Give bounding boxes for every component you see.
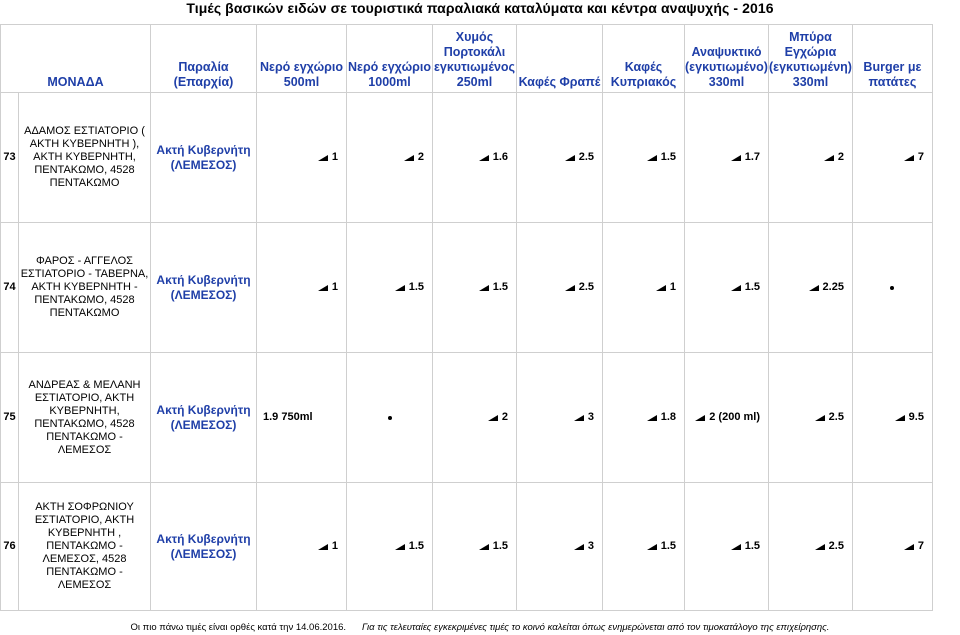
price-value: 3 [587, 411, 594, 423]
price-cell [769, 353, 853, 483]
cell-marker-icon [565, 285, 575, 291]
price-value: 2.5 [828, 411, 844, 423]
cell-marker-icon [318, 155, 328, 161]
cell-marker-icon [904, 544, 914, 550]
price-value: 1 [331, 540, 338, 552]
col-header-beer: Μπύρα Εγχώρια (εγκυτιωμένη) 330ml [769, 25, 853, 93]
price-cell [769, 223, 853, 353]
price-cell [347, 353, 433, 483]
cell-marker-icon [318, 544, 328, 550]
price-cell [347, 483, 433, 611]
cell-marker-icon [479, 544, 489, 550]
price-cell [685, 223, 769, 353]
col-header-water500: Νερό εγχώριο 500ml [257, 25, 347, 93]
price-cell [852, 353, 932, 483]
price-cell [685, 93, 769, 223]
price-table [0, 24, 933, 611]
price-value: 2.5 [578, 151, 594, 163]
price-cell [852, 483, 932, 611]
price-cell [433, 483, 517, 611]
price-value: 1.5 [408, 540, 424, 552]
beach-location: Ακτή Κυβερνήτη (ΛΕΜΕΣΟΣ) [151, 483, 257, 611]
price-value: 1 [331, 281, 338, 293]
beach-location: Ακτή Κυβερνήτη (ΛΕΜΕΣΟΣ) [151, 223, 257, 353]
price-value: 1.5 [492, 540, 508, 552]
cell-marker-icon [574, 544, 584, 550]
price-cell [257, 353, 347, 483]
price-cell [685, 483, 769, 611]
header-row [1, 25, 933, 93]
cell-marker-icon [809, 285, 819, 291]
cell-marker-icon [824, 155, 834, 161]
col-header-burger: Burger με πατάτες [852, 25, 932, 93]
price-cell [517, 353, 603, 483]
cell-marker-icon [731, 544, 741, 550]
establishment-name: ΑΔΑΜΟΣ ΕΣΤΙΑΤΟΡΙΟ ( ΑΚΤΗ ΚΥΒΕΡΝΗΤΗ ), ΑΚΤΗ ΚΥΒΕΡΝΗΤΗ, ΠΕΝΤΑΚΩΜΟ, 4528 ΠΕΝΤΑΚΩΜΟ [19, 93, 151, 223]
col-header-soft: Αναψυκτικό (εγκυτιωμένο) 330ml [685, 25, 769, 93]
cell-marker-icon [647, 544, 657, 550]
price-cell [433, 223, 517, 353]
price-value: 1.5 [492, 281, 508, 293]
cell-marker-icon [731, 285, 741, 291]
establishment-name: ΑΚΤΗ ΣΟΦΡΩΝΙΟΥ ΕΣΤΙΑΤΟΡΙΟ, ΑΚΤΗ ΚΥΒΕΡΝΗΤΗ , ΠΕΝΤΑΚΩΜΟ - ΛΕΜΕΣΟΣ, 4528 ΠΕΝΤΑΚΩΜΟ - ΛΕΜΕΣΟΣ [19, 483, 151, 611]
price-cell [257, 93, 347, 223]
price-value: 1.5 [744, 540, 760, 552]
beach-location: Ακτή Κυβερνήτη (ΛΕΜΕΣΟΣ) [151, 93, 257, 223]
row-number: 75 [1, 353, 19, 483]
price-value: 7 [917, 151, 924, 163]
price-cell [257, 223, 347, 353]
price-cell [517, 223, 603, 353]
cell-marker-icon [656, 285, 666, 291]
price-cell [852, 223, 932, 353]
price-value: 1 [669, 281, 676, 293]
table-row [1, 93, 933, 223]
price-cell [603, 93, 685, 223]
cell-marker-icon [395, 544, 405, 550]
price-cell [603, 353, 685, 483]
price-value: 2 (200 ml) [709, 411, 760, 423]
cell-marker-icon [895, 415, 905, 421]
cell-marker-icon [904, 155, 914, 161]
price-cell [603, 223, 685, 353]
not-available-dot [388, 416, 392, 420]
row-number: 76 [1, 483, 19, 611]
table-row [1, 223, 933, 353]
price-value: 1.8 [660, 411, 676, 423]
col-header-juice: Χυμός Πορτοκάλι εγκυτιωμένος 250ml [433, 25, 517, 93]
cell-marker-icon [731, 155, 741, 161]
cell-marker-icon [479, 155, 489, 161]
price-cell [603, 483, 685, 611]
price-value: 3 [587, 540, 594, 552]
price-value: 7 [917, 540, 924, 552]
price-cell [517, 483, 603, 611]
price-cell [517, 93, 603, 223]
establishment-name: ΑΝΔΡΕΑΣ & ΜΕΛΑΝΗ ΕΣΤΙΑΤΟΡΙΟ, ΑΚΤΗ ΚΥΒΕΡΝΗΤΗ, ΠΕΝΤΑΚΩΜΟ, 4528 ΠΕΝΤΑΚΩΜΟ - ΛΕΜΕΣΟΣ [19, 353, 151, 483]
price-value: 2.25 [822, 281, 844, 293]
establishment-name: ΦΑΡΟΣ - ΑΓΓΕΛΟΣ ΕΣΤΙΑΤΟΡΙΟ - ΤΑΒΕΡΝΑ, ΑΚΤΗ ΚΥΒΕΡΝΗΤΗ - ΠΕΝΤΑΚΩΜΟ, 4528 ΠΕΝΤΑΚΩΜΟ [19, 223, 151, 353]
footer-date-note: Οι πιο πάνω τιμές είναι ορθές κατά την 14.06.2016. [130, 622, 347, 633]
price-cell [433, 353, 517, 483]
cell-marker-icon [488, 415, 498, 421]
price-value: 1.7 [744, 151, 760, 163]
page-title: Τιμές βασικών ειδών σε τουριστικά παραλιακά καταλύματα και κέντρα αναψυχής - 2016 [186, 0, 774, 16]
cell-marker-icon [404, 155, 414, 161]
cell-marker-icon [565, 155, 575, 161]
cell-marker-icon [318, 285, 328, 291]
footer-note [0, 622, 960, 633]
price-cell [347, 93, 433, 223]
price-value: 2.5 [578, 281, 594, 293]
table-row [1, 353, 933, 483]
price-cell [685, 353, 769, 483]
cell-marker-icon [479, 285, 489, 291]
row-number: 73 [1, 93, 19, 223]
price-cell [852, 93, 932, 223]
col-header-unit: ΜΟΝΑΔΑ [1, 25, 151, 93]
cell-marker-icon [395, 285, 405, 291]
price-value: 1 [331, 151, 338, 163]
price-cell [433, 93, 517, 223]
row-number: 74 [1, 223, 19, 353]
price-value: 2 [837, 151, 844, 163]
price-cell [347, 223, 433, 353]
col-header-frappe: Καφές Φραπέ [517, 25, 603, 93]
col-header-water1000: Νερό εγχώριο 1000ml [347, 25, 433, 93]
price-value: 1.5 [660, 151, 676, 163]
beach-location: Ακτή Κυβερνήτη (ΛΕΜΕΣΟΣ) [151, 353, 257, 483]
price-value: 1.5 [660, 540, 676, 552]
price-value: 2 [417, 151, 424, 163]
price-value: 1.6 [492, 151, 508, 163]
table-row [1, 483, 933, 611]
cell-marker-icon [815, 415, 825, 421]
price-value: 1.5 [408, 281, 424, 293]
price-value: 1.9 750ml [263, 411, 313, 423]
price-value: 9.5 [908, 411, 924, 423]
price-value: 2 [501, 411, 508, 423]
col-header-cypriot: Καφές Κυπριακός [603, 25, 685, 93]
price-cell [769, 483, 853, 611]
price-value: 1.5 [744, 281, 760, 293]
price-value: 2.5 [828, 540, 844, 552]
footer-disclaimer: Για τις τελευταίες εγκεκριμένες τιμές το κοινό καλείται όπως ενημερώνεται από τον τιμοκατάλογο της επιχείρησης. [362, 622, 830, 633]
price-cell [769, 93, 853, 223]
cell-marker-icon [647, 415, 657, 421]
cell-marker-icon [815, 544, 825, 550]
cell-marker-icon [647, 155, 657, 161]
not-available-dot [890, 286, 894, 290]
cell-marker-icon [695, 415, 705, 421]
col-header-beach: Παραλία (Επαρχία) [151, 25, 257, 93]
cell-marker-icon [574, 415, 584, 421]
price-cell [257, 483, 347, 611]
